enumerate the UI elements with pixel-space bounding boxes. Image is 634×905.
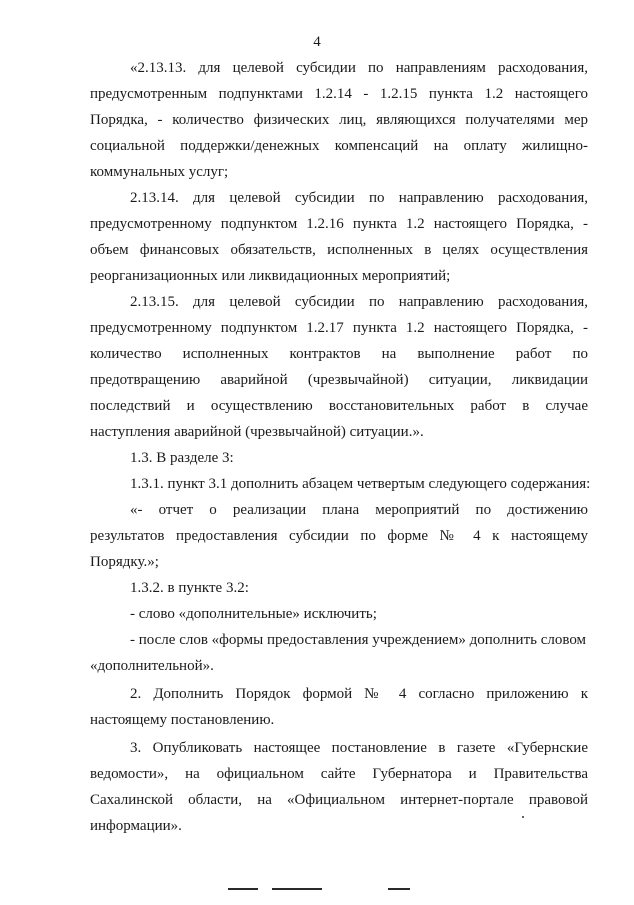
p-2-13-15-line-3: количество исполненных контрактов на выполнение работ по (90, 346, 588, 362)
p-2-13-14-line-2: предусмотренному подпунктом 1.2.16 пункта 1.2 настоящего Порядка, - (90, 216, 588, 232)
footer-rule-3 (388, 888, 410, 890)
p-2-13-13-line-2: предусмотренным подпунктами 1.2.14 - 1.2.15 пункта 1.2 настоящего (90, 86, 588, 102)
p-2-line-1: 2. Дополнить Порядок формой № 4 согласно приложению к (130, 686, 588, 702)
p-2-13-14-line-3: объем финансовых обязательств, исполненных в целях осуществления (90, 242, 588, 258)
p-3-line-2: ведомости», на официальном сайте Губернатора и Правительства (90, 766, 588, 782)
p-2-line-2: настоящему постановлению. (90, 712, 275, 728)
p-3-line-1: 3. Опубликовать настоящее постановление в газете «Губернские (130, 740, 588, 756)
p-2-13-13-line-4: социальной поддержки/денежных компенсаций на оплату жилищно- (90, 138, 588, 154)
p-1-3-1-line-1: 1.3.1. пункт 3.1 дополнить абзацем четвертым следующего содержания: (130, 476, 591, 492)
p-2-13-15-line-6: наступления аварийной (чрезвычайной) ситуации.». (90, 424, 424, 440)
p-2-13-13-line-1: «2.13.13. для целевой субсидии по направлениям расходования, (130, 60, 588, 76)
p-2-13-15-line-2: предусмотренному подпунктом 1.2.17 пункта 1.2 настоящего Порядка, - (90, 320, 588, 336)
p-2-13-15-line-1: 2.13.15. для целевой субсидии по направлению расходования, (130, 294, 588, 310)
p-2-13-13-line-3: Порядка, - количество физических лиц, являющихся получателями мер (90, 112, 588, 128)
p-quote-line-1: «- отчет о реализации плана мероприятий по достижению (130, 502, 588, 518)
p-1-3-2-line-1: 1.3.2. в пункте 3.2: (130, 580, 249, 596)
p-dash-2-line-2: «дополнительной». (90, 658, 214, 674)
p-dash-2-line-1: - после слов «формы предоставления учреждением» дополнить словом (130, 632, 587, 648)
footer-rule-1 (228, 888, 258, 890)
p-2-13-14-line-1: 2.13.14. для целевой субсидии по направлению расходования, (130, 190, 588, 206)
p-quote-line-2: результатов предоставления субсидии по форме № 4 к настоящему (90, 528, 588, 544)
footer-rule-2 (272, 888, 322, 890)
p-2-13-15-line-4: предотвращению аварийной (чрезвычайной) ситуации, ликвидации (90, 372, 588, 388)
p-1-3-line-1: 1.3. В разделе 3: (130, 450, 234, 466)
p-3-line-3: Сахалинской области, на «Официальном интернет-портале правовой (90, 792, 588, 808)
p-2-13-13-line-5: коммунальных услуг; (90, 164, 229, 180)
p-3-line-4: информации». (90, 818, 182, 834)
p-dash-1-line-1: - слово «дополнительные» исключить; (130, 606, 377, 622)
p-2-13-15-line-5: последствий и осуществлению восстановительных работ в случае (90, 398, 588, 414)
page-number: 4 (313, 34, 321, 50)
p-quote-line-3: Порядку.»; (90, 554, 159, 570)
p-2-13-14-line-4: реорганизационных или ликвидационных мероприятий; (90, 268, 451, 284)
scan-speck (522, 816, 524, 818)
